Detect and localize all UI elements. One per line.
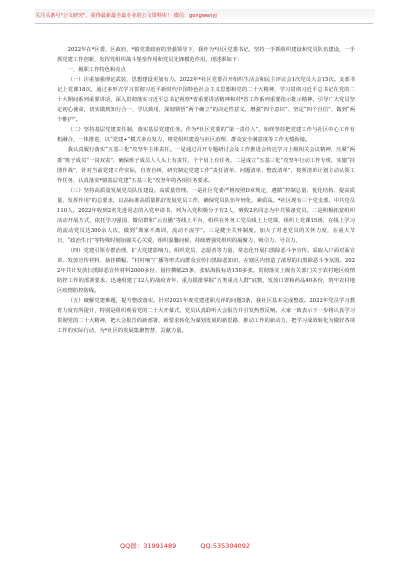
- section-paragraph-3: 我认真履行落实“五基三化”攻坚年主体责任。一是通过召开专题研讨会及工作推进会传达学习上级相关会议精神，压紧“两委”班子成员“一岗双责”，确保班子成员人人头上有责任，个个肩上有任务。二是成立“五基三化”攻坚年行动工作专班，实施“挂图作战”，针对当前党建工作实际，自查自纠，研究制定党建工作“责任清单、问题清单、整改清单”，按照清单计划主动认领工作任务，认真落实*镇基层党建“五基三化”攻坚年的各项任务要求。: [57, 147, 355, 184]
- section-paragraph-5: （四）党建引领专群治理，扩大党建影响力。组织党员、志愿者等力量，常态化开展扫黑除恶斗争宣传。采取入户面对面宣讲、发放宣传材料、悬挂横幅、“村村响”广播等形式向群众宣传扫黑除恶知识，在辖区内营造了浓厚的扫黑除恶斗争氛围。2022年共计发放扫黑除恶宣传材料2000多份、悬挂横幅25条、张贴海报标语150多张。贯彻落实上级有关部门关于农村地区疫情防控工作的部署要求，迅速组建了12人的战疫青年、重点摸排掌握“五类重点人群”底数，发放口罩和药品40多份，筑牢农村地区疫情防控防线。: [57, 247, 355, 295]
- document-body: [57, 45, 355, 545]
- qq-contact: QQ:535304092: [200, 542, 251, 550]
- section-paragraph-2: （二）坚持基层党建责任制，落实基层党建任务。作为*社区党委的“第一责任人”，始终坚持把党建工作与社区中心工作有机融合，一体推进，以“党建+”模式多点发力，将党组织建设与社区治理、群众安全满意度等工作无缝衔接。: [57, 127, 355, 144]
- qq-group: QQ群：31991489: [120, 542, 177, 550]
- promo-header: 关注头条号"公文研究"，获得最新最全最专业的公文资料库！ 微信：gongwenyj: [35, 9, 375, 23]
- section-paragraph-1: （一）注重加强理论武装，思想建设更加有力。2022年*社区党委召开组织生活会和民主评议会1次党员大会15次。支部书记上党课18次，通过多形式学习贯彻习近平新时代中国特色社会主义思想和党的二十大精神，学习贯彻习近平总书记在党的二十大期间系列重要讲话，深入贯彻落实习近平总书记视察*省重要讲话精神和对*省工作系列重要指示批示精神。引导广大党员坚定初心使命，切实做到知行合一、学以致用，深刻领悟“两个确立”的决定性意义，增强“四个意识”、坚定“四个自信”、做到“两个维护”。: [57, 77, 355, 124]
- contact-footer: [120, 540, 340, 552]
- section-paragraph-6: （五）破解党建难题，提升整改落实。针对2021年度党建述职点评的问题3条，我社区基本完成整改。2022年党员学习教育力度有所提升，特别是组织观看党的二十大开幕式，党员认真聆听大会报告并引发热烈反响。大家一致表示下一步将认真学习贯彻党的二十大精神，把大会报告的新部署、新要求转化为谋划发展的新思路、推动工作的新动力，把学习成效转化为做好各项工作的实际行动，为*社区的发展集聚智慧、贡献力量。: [57, 298, 355, 335]
- section-heading-1: 一、履职工作特色和亮点: [67, 67, 126, 74]
- section-paragraph-4: （三）坚持高质量发展党员队伍建设。高质量管理。一是社区党委严格按照D章规定，遵循“控制总量、优化结构、提高质量、发挥作用”的总要求，以高标准高质量抓好发展党员工作，确保党员队伍年轻化、素质高。*社区现有三个党支部，中共党员110人。2022年收到2名先进同志的入党申请书，列为入党积极分子有2人，吸收2名同志为中共预备党员。二是积极拓宽组织活动开展方式，依托学习强国、微信群和“云直播”等线上平台，组织在外务工党员线上上党课，组织上党课15场，在线上学习的流动党员达300余人次，做到“离家不离训，流动不流学”。三是健全关怀制度。加大了对老党员的关怀力度，在重大节日、“政治生日”等特殊时刻加强关心关爱，组织温馨问候，持续增强党组织的凝聚力、吸引力、号召力。: [57, 187, 355, 244]
- intro-paragraph: 2022年在*区委、区政府，*镇党委政府的坚强领导下，我作为*社区党委书记，坚持一手抓组织建设和党员队伍建设，一手抓党建工作创新，发挥党组织战斗堡垒作用和党员先锋模范作用。现述职如下：: [57, 47, 355, 64]
- header-divider: [35, 23, 373, 24]
